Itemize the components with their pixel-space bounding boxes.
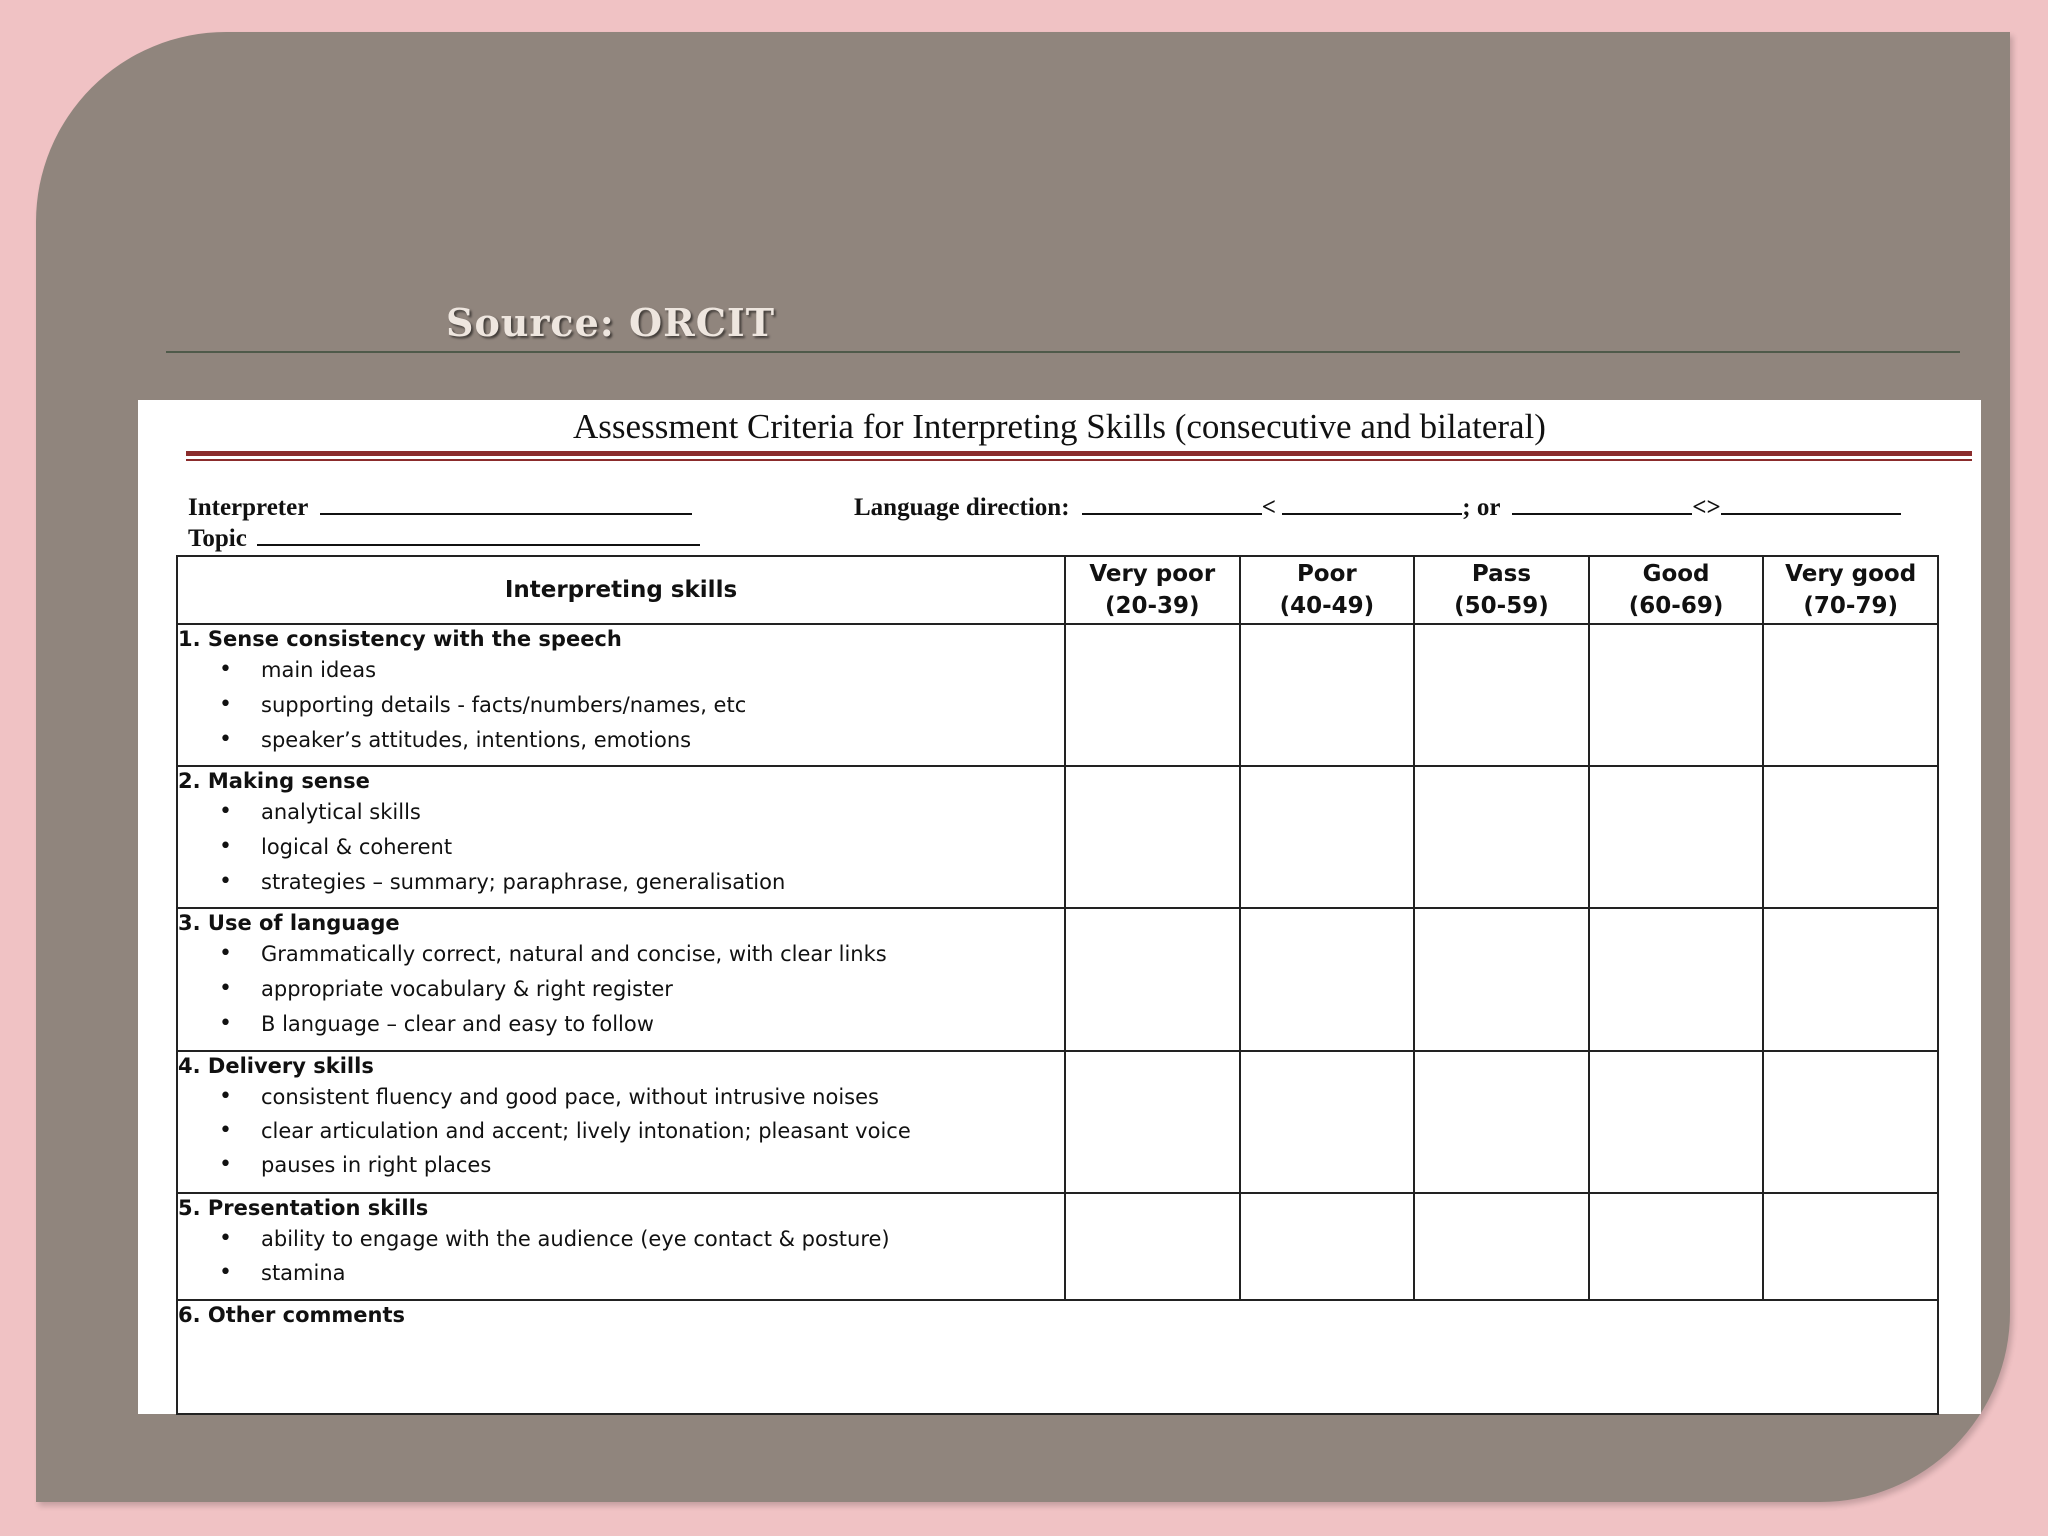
skill-heading: 3. Use of language xyxy=(178,911,400,935)
slide-title: Source: ORCIT xyxy=(446,300,775,345)
level-label: Very poor xyxy=(1089,561,1216,587)
bullet-text: speaker’s attitudes, intentions, emotions xyxy=(261,728,692,752)
bullet-icon: • xyxy=(219,1226,232,1251)
bullet-icon: • xyxy=(219,1118,232,1143)
level-label: Very good xyxy=(1785,561,1917,587)
level-header-good xyxy=(1589,556,1764,624)
bullet-text: stamina xyxy=(261,1261,346,1285)
score-cell-very-poor xyxy=(1065,1193,1240,1300)
level-header-very-poor xyxy=(1065,556,1240,624)
score-cell-pass xyxy=(1414,624,1589,766)
skill-bullet-list xyxy=(178,798,1064,903)
skill-cell-making-sense xyxy=(177,766,1065,908)
skill-bullet-list xyxy=(178,940,1064,1045)
table-row xyxy=(177,1300,1938,1414)
skill-heading: 4. Delivery skills xyxy=(178,1054,374,1078)
list-item xyxy=(178,868,1064,903)
list-item xyxy=(178,940,1064,975)
skill-cell-use-of-language xyxy=(177,908,1065,1051)
list-item xyxy=(178,975,1064,1010)
bullet-text: strategies – summary; paraphrase, generalisation xyxy=(261,870,786,894)
target-language-blank xyxy=(1282,491,1462,515)
score-cell-very-good xyxy=(1763,908,1938,1051)
list-item xyxy=(178,691,1064,726)
table-row xyxy=(177,624,1938,766)
language-direction-label: Language direction: xyxy=(854,494,1070,521)
skill-cell-presentation-skills xyxy=(177,1193,1065,1300)
bullet-text: ability to engage with the audience (eye contact & posture) xyxy=(261,1227,890,1251)
list-item xyxy=(178,1151,1064,1185)
title-rule-thick xyxy=(186,451,1972,456)
score-cell-very-good xyxy=(1763,1193,1938,1300)
or-text: ; or xyxy=(1462,494,1500,521)
bullet-text: supporting details - facts/numbers/names, etc xyxy=(261,693,747,717)
skill-bullet-list xyxy=(178,1225,1064,1293)
list-item xyxy=(178,656,1064,691)
score-cell-pass xyxy=(1414,1193,1589,1300)
score-cell-very-poor xyxy=(1065,908,1240,1051)
table-row xyxy=(177,908,1938,1051)
level-label: Good xyxy=(1642,561,1710,587)
list-item xyxy=(178,798,1064,833)
bullet-icon: • xyxy=(219,941,232,966)
bullet-text: main ideas xyxy=(261,658,377,682)
score-cell-poor xyxy=(1240,1193,1415,1300)
score-cell-poor xyxy=(1240,766,1415,908)
list-item xyxy=(178,1117,1064,1151)
interpreter-blank xyxy=(320,491,692,515)
bullet-text: analytical skills xyxy=(261,800,421,824)
bullet-text: logical & coherent xyxy=(261,835,453,859)
list-item xyxy=(178,1225,1064,1259)
topic-blank xyxy=(257,522,700,546)
score-cell-good xyxy=(1589,1193,1764,1300)
level-range: (70-79) xyxy=(1803,593,1898,619)
title-divider xyxy=(166,351,1960,353)
list-item xyxy=(178,1259,1064,1293)
bullet-icon: • xyxy=(219,1152,232,1177)
score-cell-very-good xyxy=(1763,1051,1938,1193)
score-cell-very-poor xyxy=(1065,624,1240,766)
bullet-text: B language – clear and easy to follow xyxy=(261,1012,654,1036)
level-label: Pass xyxy=(1471,561,1532,587)
bullet-icon: • xyxy=(219,657,232,682)
table-row xyxy=(177,1193,1938,1300)
score-cell-good xyxy=(1589,624,1764,766)
assessment-table xyxy=(176,555,1939,1415)
bullet-icon: • xyxy=(219,727,232,752)
skill-heading: 1. Sense consistency with the speech xyxy=(178,627,622,651)
score-cell-pass xyxy=(1414,908,1589,1051)
score-cell-poor xyxy=(1240,908,1415,1051)
document-title: Assessment Criteria for Interpreting Skills (consecutive and bilateral) xyxy=(573,407,1546,446)
topic-field xyxy=(188,522,700,554)
score-cell-very-poor xyxy=(1065,1051,1240,1193)
level-range: (20-39) xyxy=(1104,593,1200,619)
table-row xyxy=(177,1051,1938,1193)
bullet-text: Grammatically correct, natural and concise, with clear links xyxy=(261,942,887,966)
other-comments-heading: 6. Other comments xyxy=(178,1303,406,1327)
list-item xyxy=(178,833,1064,868)
level-range: (40-49) xyxy=(1279,593,1375,619)
skill-heading: 5. Presentation skills xyxy=(178,1196,429,1220)
list-item xyxy=(178,1010,1064,1045)
level-header-poor xyxy=(1240,556,1415,624)
slide-background xyxy=(36,32,2010,1502)
bullet-text: appropriate vocabulary & right register xyxy=(261,977,673,1001)
skill-cell-delivery-skills xyxy=(177,1051,1065,1193)
table-header-row xyxy=(177,556,1938,624)
bullet-text: consistent fluency and good pace, without intrusive noises xyxy=(261,1085,879,1109)
skill-bullet-list xyxy=(178,656,1064,761)
bullet-text: clear articulation and accent; lively intonation; pleasant voice xyxy=(261,1119,911,1143)
assessment-document-image xyxy=(138,400,1981,1414)
direction-separator-2: <> xyxy=(1692,494,1721,521)
skill-heading: 2. Making sense xyxy=(178,769,370,793)
language-direction-field xyxy=(854,491,1901,523)
direction-separator-1: < xyxy=(1261,494,1277,521)
level-label: Poor xyxy=(1296,561,1357,587)
level-range: (60-69) xyxy=(1628,593,1724,619)
bullet-icon: • xyxy=(219,1084,232,1109)
title-rule-thin xyxy=(186,459,1972,461)
language-b-blank xyxy=(1721,491,1901,515)
skill-cell-sense-consistency xyxy=(177,624,1065,766)
score-cell-pass xyxy=(1414,1051,1589,1193)
bullet-icon: • xyxy=(219,976,232,1001)
bullet-text: pauses in right places xyxy=(261,1153,492,1177)
language-a-blank xyxy=(1512,491,1692,515)
level-header-very-good xyxy=(1763,556,1938,624)
interpreter-field xyxy=(188,491,692,523)
score-cell-poor xyxy=(1240,624,1415,766)
interpreter-label: Interpreter xyxy=(188,494,308,521)
list-item xyxy=(178,1083,1064,1117)
bullet-icon: • xyxy=(219,1260,232,1285)
score-cell-good xyxy=(1589,1051,1764,1193)
skill-bullet-list xyxy=(178,1083,1064,1185)
topic-label: Topic xyxy=(188,525,247,552)
score-cell-good xyxy=(1589,766,1764,908)
score-cell-pass xyxy=(1414,766,1589,908)
bullet-icon: • xyxy=(219,799,232,824)
list-item xyxy=(178,726,1064,761)
table-row xyxy=(177,766,1938,908)
score-cell-very-poor xyxy=(1065,766,1240,908)
bullet-icon: • xyxy=(219,1011,232,1036)
score-cell-very-good xyxy=(1763,766,1938,908)
skills-column-header: Interpreting skills xyxy=(177,556,1065,624)
score-cell-very-good xyxy=(1763,624,1938,766)
score-cell-good xyxy=(1589,908,1764,1051)
level-range: (50-59) xyxy=(1454,593,1549,619)
other-comments-cell xyxy=(177,1300,1938,1414)
level-header-pass xyxy=(1414,556,1589,624)
bullet-icon: • xyxy=(219,692,232,717)
source-language-blank xyxy=(1082,491,1262,515)
score-cell-poor xyxy=(1240,1051,1415,1193)
bullet-icon: • xyxy=(219,834,232,859)
bullet-icon: • xyxy=(219,869,232,894)
